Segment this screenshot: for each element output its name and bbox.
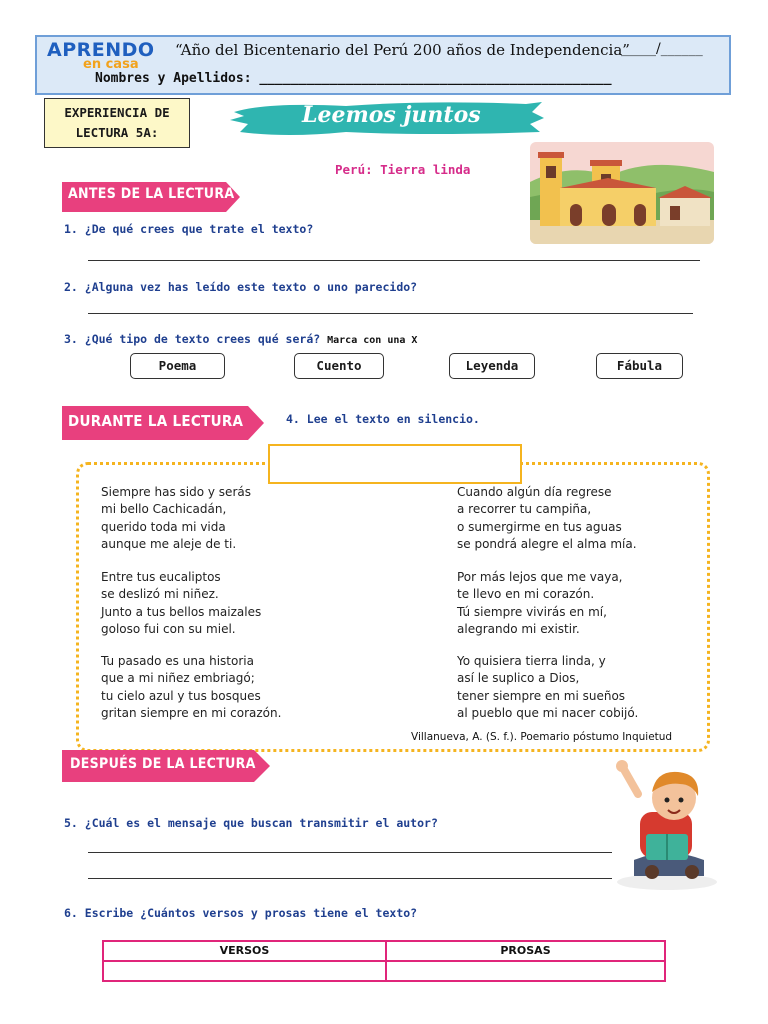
verse: Yo quisiera tierra linda, y [457, 654, 606, 668]
section-despues-label: DESPUÉS DE LA LECTURA [70, 756, 256, 772]
table-cell-versos[interactable] [104, 962, 385, 980]
poem-stanza-left-3 [101, 653, 281, 722]
question-3 [64, 332, 417, 346]
verse: Por más lejos que me vaya, [457, 570, 623, 584]
verse: alegrando mi existir. [457, 621, 580, 636]
poem-title-box[interactable] [268, 444, 522, 484]
question-6: 6. Escribe ¿Cuántos versos y prosas tiene el texto? [64, 906, 418, 920]
poem-stanza-left-1 [101, 484, 251, 553]
verse: Siempre has sido y serás [101, 485, 251, 499]
verse: mi bello Cachicadán, [101, 502, 227, 517]
verse: Tú siempre vivirás en mí, [457, 604, 607, 619]
table-header-prosas: PROSAS [500, 944, 551, 957]
banner-title: Leemos juntos [302, 102, 481, 128]
verse: querido toda mi vida [101, 519, 226, 534]
poem-stanza-right-1 [457, 484, 637, 553]
aprendo-en-casa-logo [47, 39, 157, 73]
verse: al pueblo que mi nacer cobijó. [457, 705, 639, 720]
experience-line-1: EXPERIENCIA DE [64, 105, 170, 120]
verse: que a mi niñez embriagó; [101, 671, 255, 686]
verse: a recorrer tu campiña, [457, 502, 592, 517]
question-3-text: 3. ¿Qué tipo de texto crees qué será? [64, 332, 321, 346]
verse: aunque me aleje de ti. [101, 536, 237, 551]
answer-line-5b[interactable] [88, 878, 612, 879]
poem-stanza-right-3 [457, 653, 638, 722]
option-leyenda[interactable]: Leyenda [449, 353, 535, 379]
question-3-note: Marca con una X [327, 335, 418, 346]
logo-main-text: APRENDO [47, 39, 155, 61]
poem-stanza-left-2 [101, 569, 261, 638]
option-cuento[interactable]: Cuento [294, 353, 384, 379]
town-church-illustration [530, 142, 714, 244]
verse: Cuando algún día regrese [457, 485, 612, 499]
poem-stanza-right-2 [457, 569, 623, 638]
reading-boy-illustration [612, 760, 722, 892]
text-title: Perú: Tierra linda [335, 162, 471, 177]
verse: tener siempre en mi sueños [457, 688, 626, 703]
answer-line-2[interactable] [88, 313, 693, 314]
answer-line-1[interactable] [88, 260, 700, 261]
logo-sub-text: en casa [83, 57, 139, 72]
verse: Entre tus eucaliptos [101, 570, 221, 584]
section-durante-label: DURANTE LA LECTURA [68, 412, 244, 430]
verse: goloso fui con su miel. [101, 621, 236, 636]
verse: se deslizó mi niñez. [101, 587, 219, 602]
question-5: 5. ¿Cuál es el mensaje que buscan transmitir el autor? [64, 816, 438, 830]
verse: o sumergirme en tus aguas [457, 519, 622, 534]
table-header-versos: VERSOS [219, 944, 270, 957]
verse: Junto a tus bellos maizales [101, 604, 262, 619]
poem-citation: Villanueva, A. (S. f.). Poemario póstumo Inquietud [411, 731, 673, 743]
question-4: 4. Lee el texto en silencio. [286, 412, 480, 426]
verse: tu cielo azul y tus bosques [101, 688, 261, 703]
question-2: 2. ¿Alguna vez has leído este texto o uno parecido? [64, 280, 418, 294]
experience-line-2: LECTURA 5A: [75, 125, 159, 140]
table-cell-prosas[interactable] [387, 962, 664, 980]
verse: te llevo en mi corazón. [457, 587, 595, 602]
year-motto: “Año del Bicentenario del Perú 200 años de Independencia” [175, 41, 630, 59]
experience-label-box [44, 98, 190, 148]
option-fabula[interactable]: Fábula [596, 353, 683, 379]
names-field[interactable]: Nombres y Apellidos: _____________________________________________ [95, 71, 612, 86]
header-box [35, 35, 731, 95]
date-blank[interactable]: _____/______ [621, 41, 703, 57]
verse: gritan siempre en mi corazón. [101, 705, 282, 720]
answer-line-5a[interactable] [88, 852, 612, 853]
verse: Tu pasado es una historia [101, 654, 254, 668]
verse: así le suplico a Dios, [457, 671, 580, 686]
option-poema[interactable]: Poema [130, 353, 225, 379]
question-1: 1. ¿De qué crees que trate el texto? [64, 222, 314, 236]
verses-prose-table [102, 940, 666, 982]
verse: se pondrá alegre el alma mía. [457, 536, 637, 551]
section-antes-label: ANTES DE LA LECTURA [68, 186, 235, 202]
